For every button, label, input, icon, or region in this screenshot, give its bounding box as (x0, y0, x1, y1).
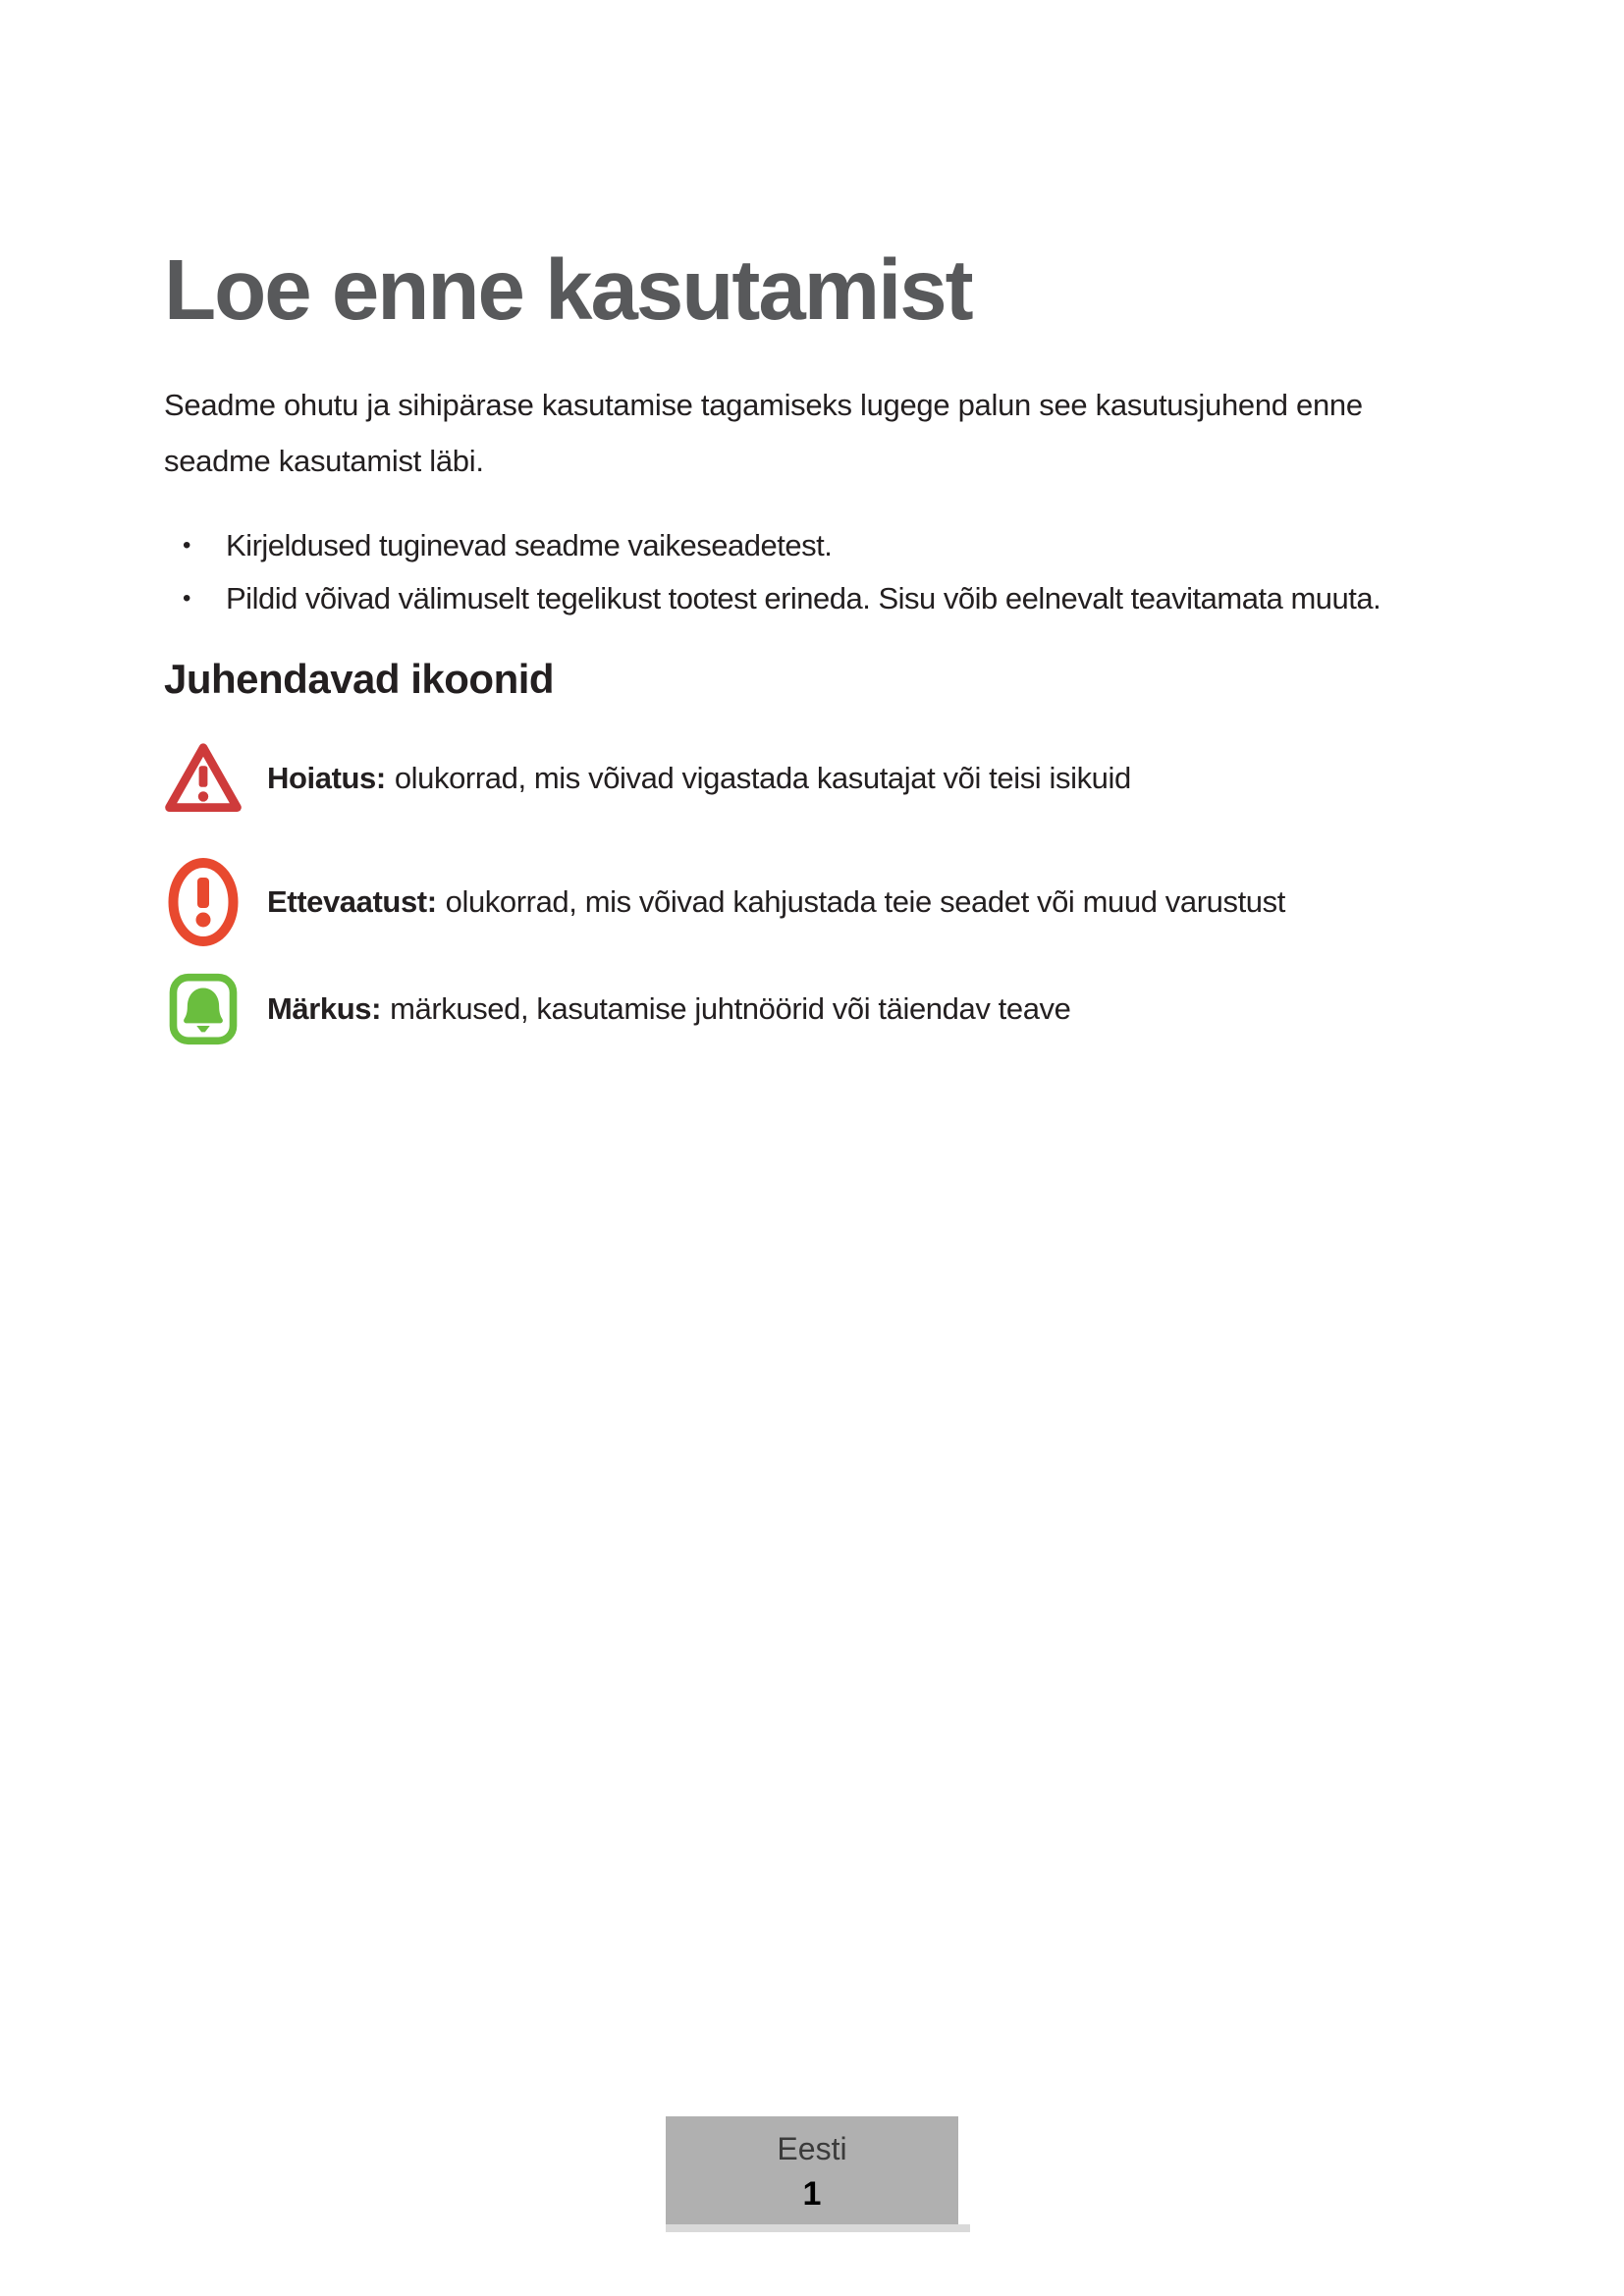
caution-text (267, 884, 1285, 920)
bullet-text-2: Pildid võivad välimuselt tegelikust tootest erineda. Sisu võib eelnevalt teavitamata muuta. (226, 581, 1381, 615)
note-text (267, 991, 1070, 1027)
note-description: märkused, kasutamise juhtnöörid või täiendav teave (390, 991, 1071, 1026)
note-row (164, 972, 1479, 1046)
bullet-text-1: Kirjeldused tuginevad seadme vaikeseadetest. (226, 528, 833, 562)
bullet-icon: • (183, 585, 190, 612)
warning-row (164, 739, 1479, 818)
caution-description: olukorrad, mis võivad kahjustada teie seadet või muud varustust (445, 883, 1285, 919)
warning-description: olukorrad, mis võivad vigastada kasutajat või teisi isikuid (394, 761, 1131, 795)
footer-shadow (666, 2224, 970, 2232)
footer-page-number: 1 (802, 2175, 822, 2213)
footer-language-box (666, 2116, 958, 2224)
page-title: Loe enne kasutamist (164, 242, 972, 338)
bullet-icon: • (183, 532, 190, 559)
list-item (164, 572, 1479, 625)
section-heading: Juhendavad ikoonid (164, 656, 555, 702)
caution-label: Ettevaatust: (267, 883, 437, 919)
intro-line-1: Seadme ohutu ja sihipärase kasutamise tagamiseks lugege palun see kasutusjuhend enne (164, 388, 1363, 422)
warning-label: Hoiatus: (267, 761, 386, 795)
caution-row (164, 855, 1479, 948)
bullet-list (164, 519, 1479, 625)
list-item (164, 519, 1479, 572)
page-content (164, 242, 1479, 1046)
note-label: Märkus: (267, 991, 382, 1026)
intro-line-2: seadme kasutamist läbi. (164, 444, 484, 478)
intro-paragraph (164, 377, 1479, 489)
note-bell-icon (164, 973, 243, 1045)
warning-text (267, 761, 1131, 796)
footer-language-label: Eesti (777, 2131, 847, 2166)
caution-circle-icon (164, 857, 243, 947)
warning-triangle-icon (164, 742, 243, 815)
